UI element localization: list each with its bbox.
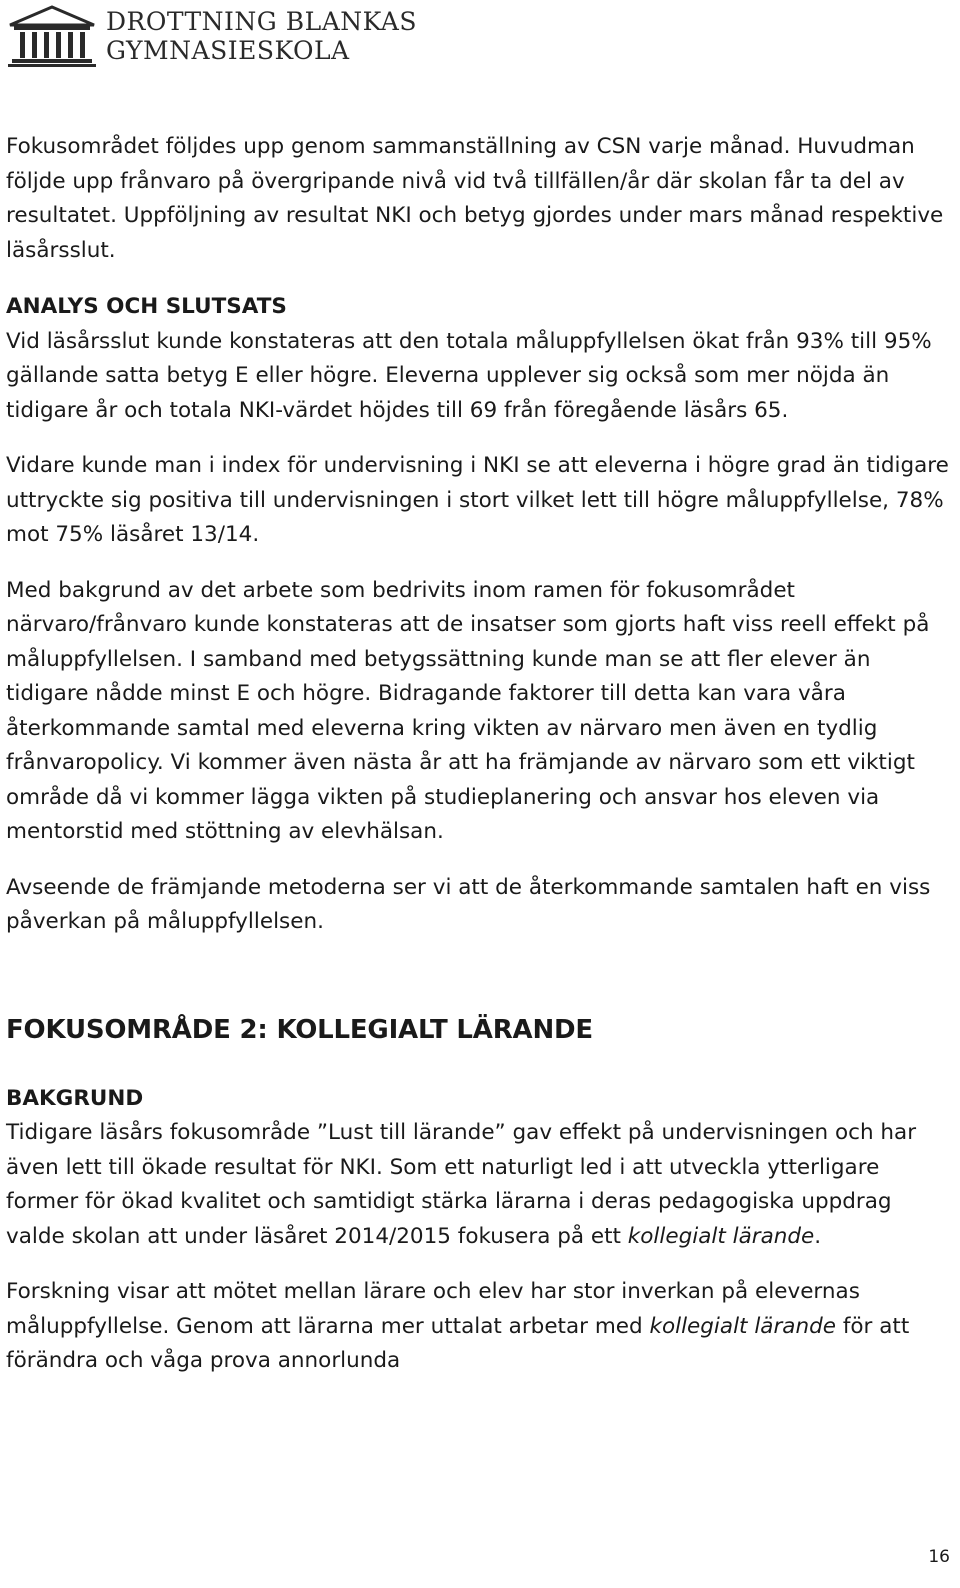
- analysis-paragraph-3: Med bakgrund av det arbete som bedrivits inom ramen för fokusområdet närvaro/frånvaro kunde konstateras att de insatser som gjorts haft viss reell effekt på måluppfyllelsen. I samband med betygssättning kunde man se att fler elever än tidigare nådde minst E och högre. Bidragande faktorer till detta kan vara våra återkommande samtal med eleverna kring vikten av närvaro men även en tydlig frånvaropolicy. Vi kommer även nästa år att ha främjande av närvaro som ett viktigt område då vi kommer lägga vikten på studieplanering och ansvar hos eleven via mentorstid med stöttning av elevhälsan.: [6, 577, 930, 844]
- page-number: 16: [928, 1547, 950, 1567]
- analysis-paragraph-1: Vid läsårsslut kunde konstateras att den totala måluppfyllelsen ökat från 93% till 95% gällande satta betyg E eller högre. Eleverna upplever sig också som mer nöjda än tidigare år och totala NKI-värdet höjdes till 69 från föregående läsårs 65.: [6, 328, 932, 423]
- intro-paragraph: Fokusområdet följdes upp genom sammanställning av CSN varje månad. Huvudman följde upp frånvaro på övergripande nivå vid två tillfällen/år där skolan får ta del av resultatet. Uppföljning av resultat NKI och betyg gjordes under mars månad respektive läsårsslut.: [6, 134, 944, 263]
- school-name-line2: GYMNASIESKOLA: [106, 36, 350, 65]
- background-paragraph-2-text: Forskning visar att mötet mellan lärare och elev har stor inverkan på elevernas måluppfyllelse. Genom att lärarna mer uttalat arbetar med: [6, 1279, 860, 1339]
- background-paragraph-1: [6, 1116, 952, 1254]
- background-paragraph-1-end: .: [814, 1223, 822, 1249]
- analysis-paragraph-2: Vidare kunde man i index för undervisning i NKI se att eleverna i högre grad än tidigare uttryckte sig positiva till undervisningen i stort vilket lett till högre måluppfyllelse, 78% mot 75% läsåret 13/14.: [6, 453, 949, 547]
- analysis-paragraph-4: Avseende de främjande metoderna ser vi att de återkommande samtalen haft en viss påverkan på måluppfyllelsen.: [6, 874, 931, 934]
- background-paragraph-1-text: Tidigare läsårs fokusområde ”Lust till lärande” gav effekt på undervisningen och har även lett till ökade resultat för NKI. Som ett naturligt led i att utveckla ytterligare former för ökad kvalitet och samtidigt stärka lärarna i deras pedagogiska uppdrag valde skolan att under läsåret 2014/2015 fokusera på ett: [6, 1120, 917, 1249]
- background-paragraph-2-end: för att förändra och våga prova annorlunda: [6, 1313, 910, 1373]
- document-body: [6, 130, 952, 1379]
- background-paragraph-1-italic: kollegialt lärande: [627, 1223, 815, 1249]
- analysis-heading: ANALYS OCH SLUTSATS: [6, 294, 287, 319]
- focus-area-2-heading: FOKUSOMRÅDE 2: KOLLEGIALT LÄRANDE: [6, 1014, 593, 1045]
- background-paragraph-2: [6, 1275, 952, 1379]
- school-building-icon: [6, 5, 98, 67]
- school-name-line1: DROTTNING BLANKAS: [106, 7, 417, 36]
- school-name: [106, 7, 417, 65]
- background-paragraph-2-italic: kollegialt lärande: [649, 1313, 836, 1339]
- school-logo: [6, 4, 417, 68]
- background-heading: BAKGRUND: [6, 1085, 144, 1111]
